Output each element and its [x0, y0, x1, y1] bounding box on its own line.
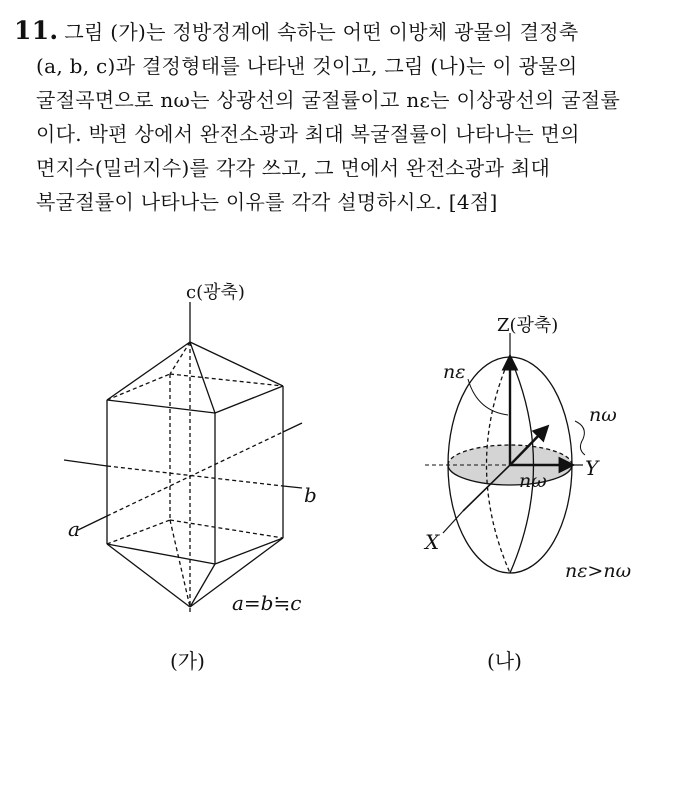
- indicatrix-figure: [405, 315, 685, 615]
- question-line-3: 굴절곡면으로 nω는 상광선의 굴절률이고 nε는 이상광선의 굴절률: [36, 88, 621, 112]
- question-line-6: 복굴절률이 나타나는 이유를 각각 설명하시오. [4점]: [36, 190, 498, 214]
- b-axis-label: b: [304, 483, 317, 507]
- n-epsilon-label: nε: [443, 361, 466, 383]
- a-axis-line: [78, 516, 107, 530]
- n-omega-outer-label: nω: [589, 404, 617, 426]
- figure-caption-na: (나): [487, 649, 522, 673]
- question-block: [14, 14, 686, 219]
- n-omega-inner-label: nω: [519, 470, 547, 492]
- question-line-1: [14, 14, 686, 49]
- question-number: 11.: [14, 16, 59, 45]
- question-text: 그림 (가)는 정방정계에 속하는 어떤 이방체 광물의 결정축: [64, 20, 579, 44]
- crystal-figure: [40, 280, 340, 640]
- y-axis-label: Y: [585, 456, 599, 480]
- figure-caption-ga: (가): [170, 649, 205, 673]
- index-relation-label: nε>nω: [565, 560, 632, 582]
- axis-relation-label: a=b≒c: [232, 591, 302, 615]
- x-axis-label: X: [425, 530, 440, 554]
- z-axis-label: Z(광축): [497, 315, 559, 336]
- c-axis-label: c(광축): [186, 282, 245, 303]
- b-axis-line: [64, 460, 107, 466]
- a-axis-label: a: [68, 517, 80, 541]
- question-line-4: 이다. 박편 상에서 완전소광과 최대 복굴절률이 나타나는 면의: [36, 122, 580, 146]
- question-line-2: (a, b, c)과 결정형태를 나타낸 것이고, 그림 (나)는 이 광물의: [36, 54, 578, 78]
- question-line-5: 면지수(밀러지수)를 각각 쓰고, 그 면에서 완전소광과 최대: [36, 156, 551, 180]
